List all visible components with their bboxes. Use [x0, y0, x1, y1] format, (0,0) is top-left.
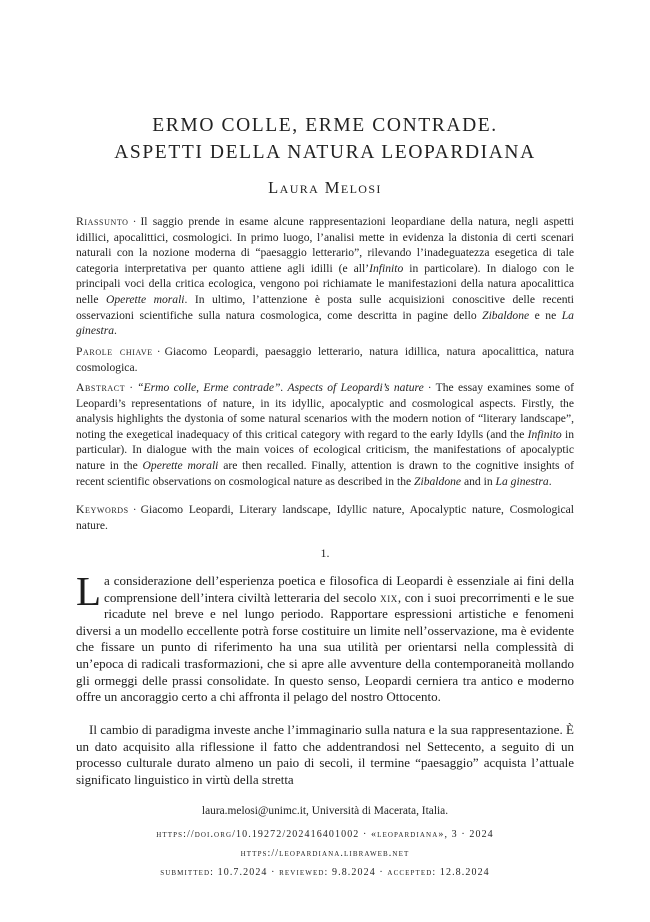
riassunto-text-3: . In ultimo, l’attenzione è posta sulle acquisizioni conoscitive delle recenti osservazioni scientifiche sulla natura cosmologica, come descritta in pagine dello: [76, 292, 574, 322]
body-paragraph-2: Il cambio di paradigma investe anche l’immaginario sulla natura e la sua rappresentazione. È un dato acquisito alla riflessione il fatto che addentrandosi nel Settecento, a seguito di un processo culturale durato almeno un paio di secoli, il termine “paesaggio” acquista l’attuale significato linguistico in virtù della stretta: [76, 722, 574, 787]
journal-site-link[interactable]: https://leopardiana.libraweb.net: [240, 848, 410, 859]
body-paragraph-1-text-b: , con i suoi precorrimenti e le sue ricadute nel breve e nel lungo periodo. Rapportare espressioni artistiche e fenomeni diversi a un modello eccellente potrà forse costituire un limite nell’osservazione, ma è evidente che fissare un punto di riferimento ha una sua utilità per orientarsi nella complessità di un’epoca di radicali trasformazioni, che si apre alle avventure della contemporaneità mollando gli ormeggi delle prassi consolidate. In questo senso, Leopardi cerniera tra antico e moderno offre un ancoraggio certo a chi affronta il pelago del nostro Ottocento.: [76, 589, 575, 705]
submission-dates: submitted: 10.7.2024 · reviewed: 9.8.2024 · accepted: 12.8.2024: [160, 867, 490, 878]
article-title: [76, 112, 574, 166]
body-paragraph-1: [76, 568, 575, 706]
keywords-label: Keywords: [76, 503, 129, 516]
riassunto-text-5: .: [114, 324, 117, 338]
abstract-text-5: .: [548, 474, 552, 488]
abstract-text-1: The essay examines some of Leopardi’s representations of nature, in its idyllic, apocalyptic and cosmological aspects. Firstly, the analysis highlights the dystonia of some natural scenarios with the modern notion of “literary landscape”, noting the exegetical inadequacy of this critical category with regard to the early Idylls (and the: [76, 381, 574, 441]
body-century: xix: [380, 589, 398, 605]
parole-chiave-text: Giacomo Leopardi, paesaggio letterario, natura idillica, natura apocalittica, natura cosmologica.: [76, 345, 574, 374]
drop-cap: L: [76, 568, 102, 614]
abstract-block: Abstract · “Ermo colle, Erme contrade”. Aspects of Leopardi’s nature · The essay examines some of Leopardi’s representations of nature, in its idyllic, apocalyptic and cosmological aspects. Firstly, the analysis highlights the dystonia of some natural scenarios with the modern notion of “literary landscape”, noting the exegetical inadequacy of this critical category with regard to the early Idylls (and the Infinito in particular). In dialogue with the main voices of ecological criticism, the manifestations of apocalyptic nature in the Operette morali are then recalled. Finally, attention is drawn to the cognitive insights of recent scientific observations on cosmological nature as described in the Zibaldone and in La ginestra.: [76, 381, 574, 488]
abstract-label: Abstract: [76, 381, 126, 394]
abstract-ginestra: La ginestra: [495, 474, 549, 488]
abstract-text-3: are then recalled. Finally, attention is drawn to the cognitive insights of recent scientific observations on cosmological nature as described in the: [76, 458, 574, 488]
body-paragraph-1-text-a: a considerazione dell’esperienza poetica e filosofica di Leopardi è essenziale ai fini della comprensione dell’intera civiltà letteraria del secolo: [104, 573, 574, 605]
riassunto-operette: Operette morali: [106, 292, 185, 306]
parole-chiave-block: Parole chiave · Giacomo Leopardi, paesaggio letterario, natura idillica, natura apocalittica, natura cosmologica.: [76, 345, 574, 374]
abstract-operette: Operette morali: [142, 458, 219, 472]
riassunto-text-4: e ne: [529, 308, 562, 322]
abstract-title: “Ermo colle, Erme contrade”. Aspects of Leopardi’s nature: [137, 381, 424, 394]
riassunto-text-1: Il saggio prende in esame alcune rappresentazioni leopardiane della natura, negli aspetti idillici, apocalittici, cosmologici. In primo luogo, l’analisi mette in evidenza la distonia di certi scenari naturali con la nozione moderna di “paesaggio letterario”, rilevando l’inadeguatezza esegetica di tale categoria interpretativa per quanto attiene agli idilli (e all’: [76, 215, 574, 275]
riassunto-block: Riassunto · Il saggio prende in esame alcune rappresentazioni leopardiane della natura, negli aspetti idillici, apocalittici, cosmologici. In primo luogo, l’analisi mette in evidenza la distonia di certi scenari naturali con la nozione moderna di “paesaggio letterario”, rilevando l’inadeguatezza esegetica di tale categoria interpretativa per quanto attiene agli idilli (e all’Infinito in particolare). In dialogo con le principali voci della critica ecologica, vengono poi richiamate le manifestazioni della natura apocalittica nelle Operette morali. In ultimo, l’attenzione è posta sulle acquisizioni conoscitive delle recenti osservazioni scientifiche sulla natura cosmologica, come descritta in pagine dello Zibaldone e ne La ginestra.: [76, 215, 574, 338]
riassunto-infinito: Infinito: [369, 261, 404, 275]
parole-chiave-label: Parole chiave: [76, 345, 153, 358]
article-title-line-1: ERMO COLLE, ERME CONTRADE.: [152, 115, 498, 136]
riassunto-ginestra: La ginestra: [76, 308, 574, 338]
riassunto-label: Riassunto: [76, 215, 129, 228]
riassunto-zibaldone: Zibaldone: [482, 308, 530, 322]
keywords-text: Giacomo Leopardi, Literary landscape, Idyllic nature, Apocalyptic nature, Cosmological nature.: [76, 503, 574, 532]
article-title-line-2: ASPETTI DELLA NATURA LEOPARDIANA: [114, 142, 536, 163]
abstract-infinito: Infinito: [527, 427, 562, 441]
abstract-text-4: and in: [461, 474, 496, 488]
abstract-zibaldone: Zibaldone: [414, 474, 462, 488]
doi-line[interactable]: https://doi.org/10.19272/202416401002 · «leopardiana», 3 · 2024: [156, 829, 494, 840]
author-name: Laura Melosi: [268, 178, 382, 197]
section-number: 1.: [320, 546, 330, 560]
author-affiliation: laura.melosi@unimc.it, Università di Macerata, Italia.: [201, 805, 449, 817]
riassunto-text-2: in particolare). In dialogo con le principali voci della critica ecologica, vengono poi richiamate le manifestazioni della natura apocalittica nelle: [76, 261, 574, 306]
abstract-text-2: in particular). In dialogue with the main voices of ecological criticism, the manifestations of apocalyptic nature in the: [76, 427, 574, 472]
keywords-block: Keywords · Giacomo Leopardi, Literary landscape, Idyllic nature, Apocalyptic nature, Cosmological nature.: [76, 503, 574, 532]
